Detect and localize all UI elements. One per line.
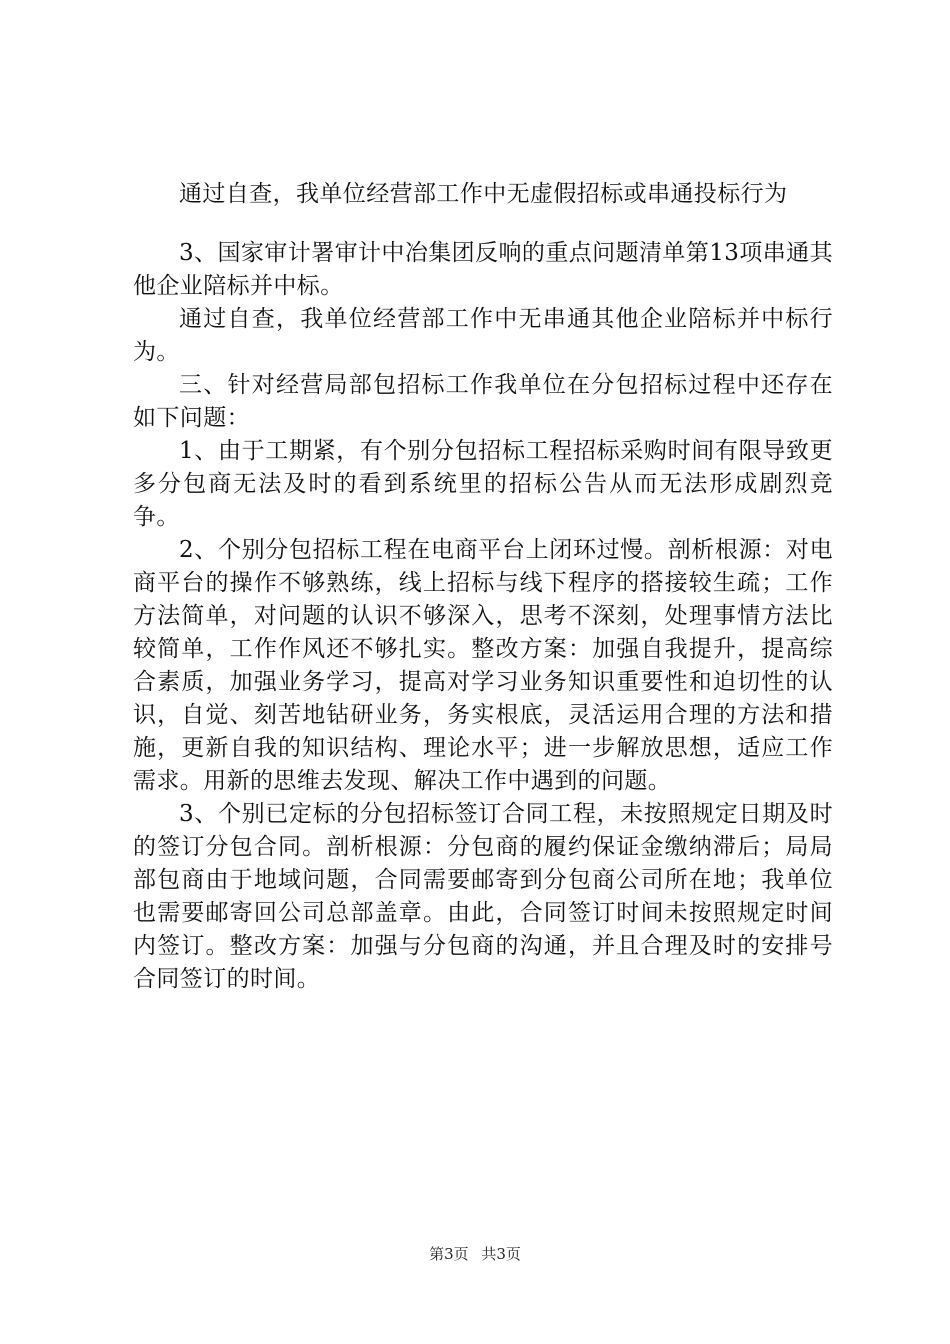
paragraph-self-check-collusion: 通过自查，我单位经营部工作中无串通其他企业陪标并中标行为。 — [133, 306, 833, 365]
paragraph-section-three-heading: 三、针对经营局部包招标工作我单位在分包招标过程中还存在如下问题： — [133, 372, 833, 431]
paragraph-problem-2: 2、个别分包招标工程在电商平台上闭环过慢。剖析根源：对电商平台的操作不够熟练，线上招标与线下程序的搭接较生疏；工作方法简单，对问题的认识不够深入，思考不深刻，处理事情方法比较简单，工作作风还不够扎实。整改方案：加强自我提升，提高综合素质，加强业务学习，提高对学习业务知识重要性和迫切性的认识，自觉、刻苦地钻研业务，务实根底，灵活运用合理的方法和措施，更新自我的知识结构、理论水平；进一步解放思想，适应工作需求。用新的思维去发现、解决工作中遇到的问题。 — [133, 537, 833, 794]
page-number: 第3页 — [429, 1245, 469, 1263]
page-total: 共3页 — [481, 1245, 521, 1263]
paragraph-problem-3: 3、个别已定标的分包招标签订合同工程，未按照规定日期及时的签订分包合同。剖析根源：分包商的履约保证金缴纳滞后；局局部包商由于地域问题，合同需要邮寄到分包商公司所在地；我单位也需要邮寄回公司总部盖章。由此，合同签订时间未按照规定时间内签订。整改方案：加强与分包商的沟通，并且合理及时的安排号合同签订的时间。 — [133, 801, 833, 992]
paragraph-issue-13: 3、国家审计署审计中冶集团反响的重点问题清单第13项串通其他企业陪标并中标。 — [133, 240, 833, 299]
document-body — [133, 178, 833, 996]
paragraph-self-check-bidding: 通过自查，我单位经营部工作中无虚假招标或串通投标行为 — [179, 181, 788, 207]
page-footer — [0, 1243, 950, 1264]
paragraph-problem-1: 1、由于工期紧，有个别分包招标工程招标采购时间有限导致更多分包商无法及时的看到系统里的招标公告从而无法形成剧烈竞争。 — [133, 438, 833, 530]
